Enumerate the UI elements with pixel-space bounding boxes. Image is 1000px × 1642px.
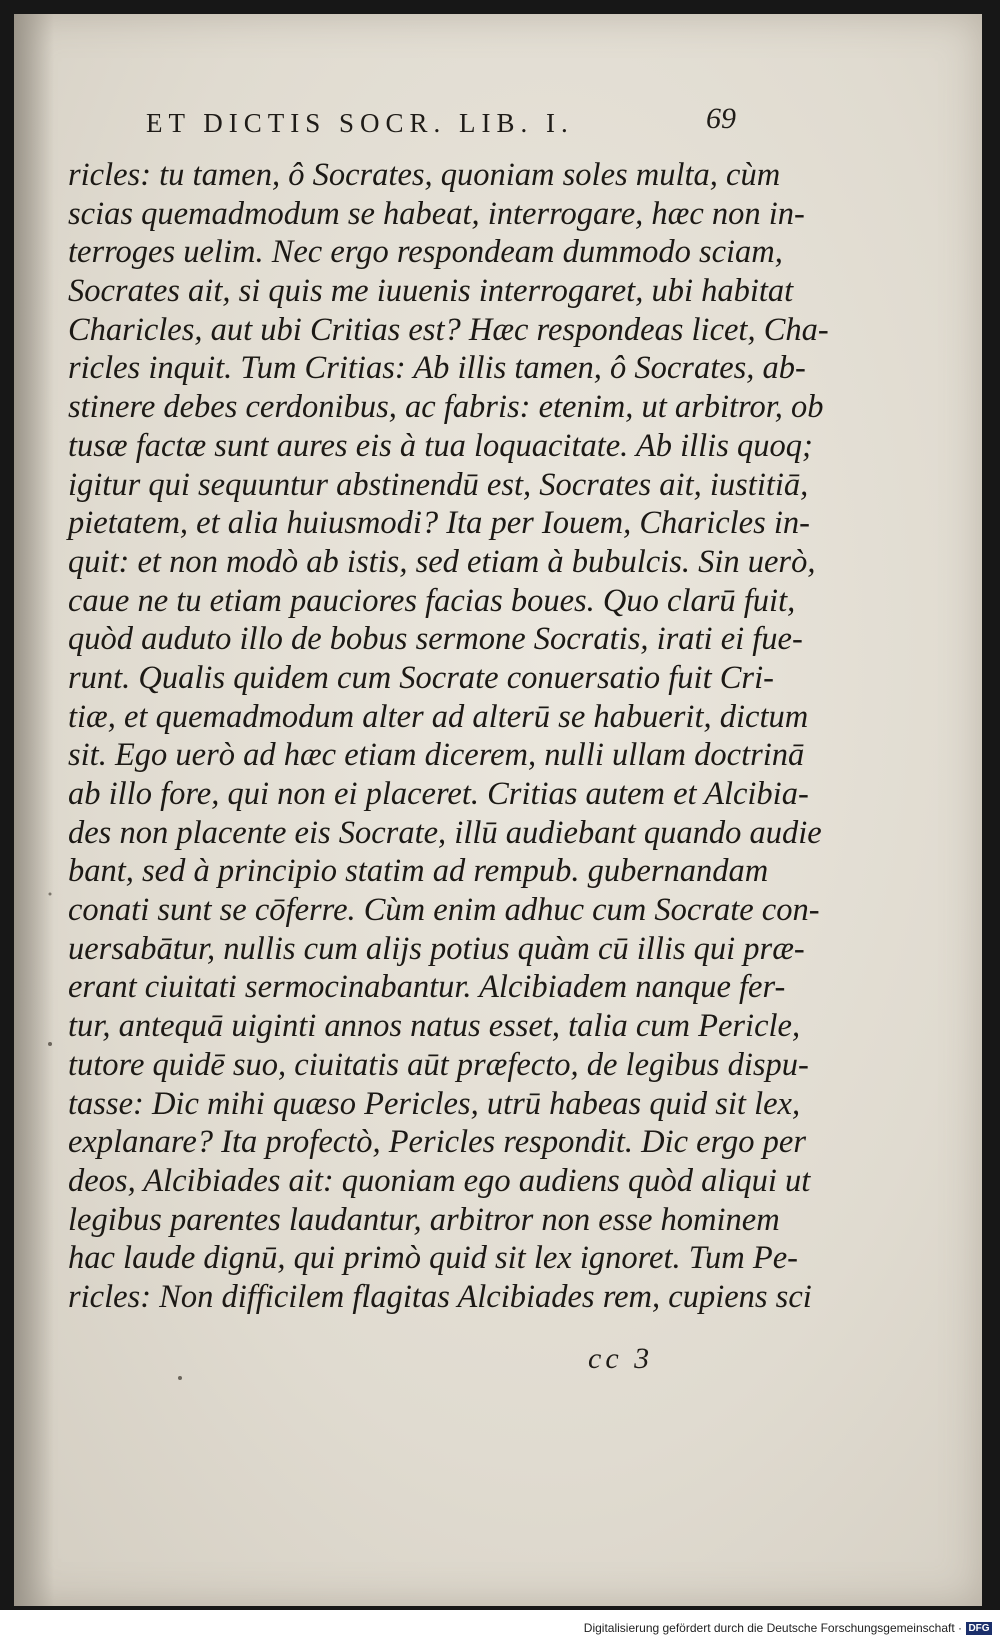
text-line: sit. Ego uerò ad hæc etiam dicerem, nulli ullam doctrinā <box>68 737 805 774</box>
text-line: igitur qui sequuntur abstinendū est, Socrates ait, iustitiā, <box>68 466 809 503</box>
text-line: tur, antequā uiginti annos natus esset, talia cum Pericle, <box>68 1008 801 1045</box>
text-line: erant ciuitati sermocinabantur. Alcibiadem nanque fer- <box>68 969 786 1006</box>
text-line: Charicles, aut ubi Critias est? Hæc respondeas licet, Cha- <box>68 311 829 348</box>
text-line: Socrates ait, si quis me iuuenis interrogaret, ubi habitat <box>68 273 794 310</box>
text-line: pietatem, et alia huiusmodi? Ita per Iouem, Charicles in- <box>68 505 810 542</box>
text-line: ricles: Non difficilem flagitas Alcibiades rem, cupiens sci <box>68 1278 812 1315</box>
book-page <box>14 14 982 1606</box>
text-line: des non placente eis Socrate, illū audiebant quando audie <box>68 814 822 851</box>
credit-text: Digitalisierung gefördert durch die Deutsche Forschungsgemeinschaft · <box>583 1621 962 1635</box>
text-line: tiæ, et quemadmodum alter ad alterū se habuerit, dictum <box>68 698 809 735</box>
text-line: tusæ factæ sunt aures eis à tua loquacitate. Ab illis quoq; <box>68 427 813 464</box>
text-line: ricles: tu tamen, ô Socrates, quoniam soles multa, cùm <box>68 157 781 193</box>
text-line: tutore quidē suo, ciuitatis aūt præfecto, de legibus dispu- <box>68 1046 809 1083</box>
text-line: quòd auduto illo de bobus sermone Socratis, irati ei fue- <box>68 621 803 658</box>
text-line: terroges uelim. Nec ergo respondeam dummodo sciam, <box>68 234 783 271</box>
text-line: deos, Alcibiades ait: quoniam ego audiens quòd aliqui ut <box>68 1162 811 1199</box>
running-head: ET DICTIS SOCR. LIB. I. <box>146 108 574 138</box>
text-line: scias quemadmodum se habeat, interrogare, hæc non in- <box>68 195 805 232</box>
signature-mark: cc 3 <box>588 1342 654 1375</box>
text-line: runt. Qualis quidem cum Socrate conuersatio fuit Cri- <box>68 659 774 696</box>
text-line: caue ne tu etiam pauciores facias boues. Quo clarū fuit, <box>68 582 796 619</box>
paper-specks <box>14 14 982 1606</box>
speck <box>178 1376 182 1380</box>
text-line: explanare? Ita profectò, Pericles respondit. Dic ergo per <box>68 1124 806 1161</box>
speck <box>49 893 52 896</box>
page-number: 69 <box>706 102 736 135</box>
text-line: stinere debes cerdonibus, ac fabris: etenim, ut arbitror, ob <box>68 389 824 426</box>
text-line: hac laude dignū, qui primò quid sit lex ignoret. Tum Pe- <box>68 1240 798 1277</box>
text-line: legibus parentes laudantur, arbitror non esse hominem <box>68 1201 780 1238</box>
text-line: bant, sed à principio statim ad rempub. gubernandam <box>68 853 769 890</box>
text-line: conati sunt se cōferre. Cùm enim adhuc cum Socrate con- <box>68 892 820 929</box>
text-line: quit: et non modò ab istis, sed etiam à bubulcis. Sin uerò, <box>68 543 816 580</box>
digitization-credit <box>584 1620 992 1636</box>
text-line: ricles inquit. Tum Critias: Ab illis tamen, ô Socrates, ab- <box>68 350 806 387</box>
speck <box>48 1042 52 1046</box>
text-line: tasse: Dic mihi quæso Pericles, utrū habeas quid sit lex, <box>68 1085 801 1122</box>
text-line: ab illo fore, qui non ei placeret. Critias autem et Alcibia- <box>68 776 809 812</box>
dfg-logo: DFG <box>966 1622 992 1635</box>
text-line: uersabātur, nullis cum alijs potius quàm cū illis qui præ- <box>68 930 805 967</box>
